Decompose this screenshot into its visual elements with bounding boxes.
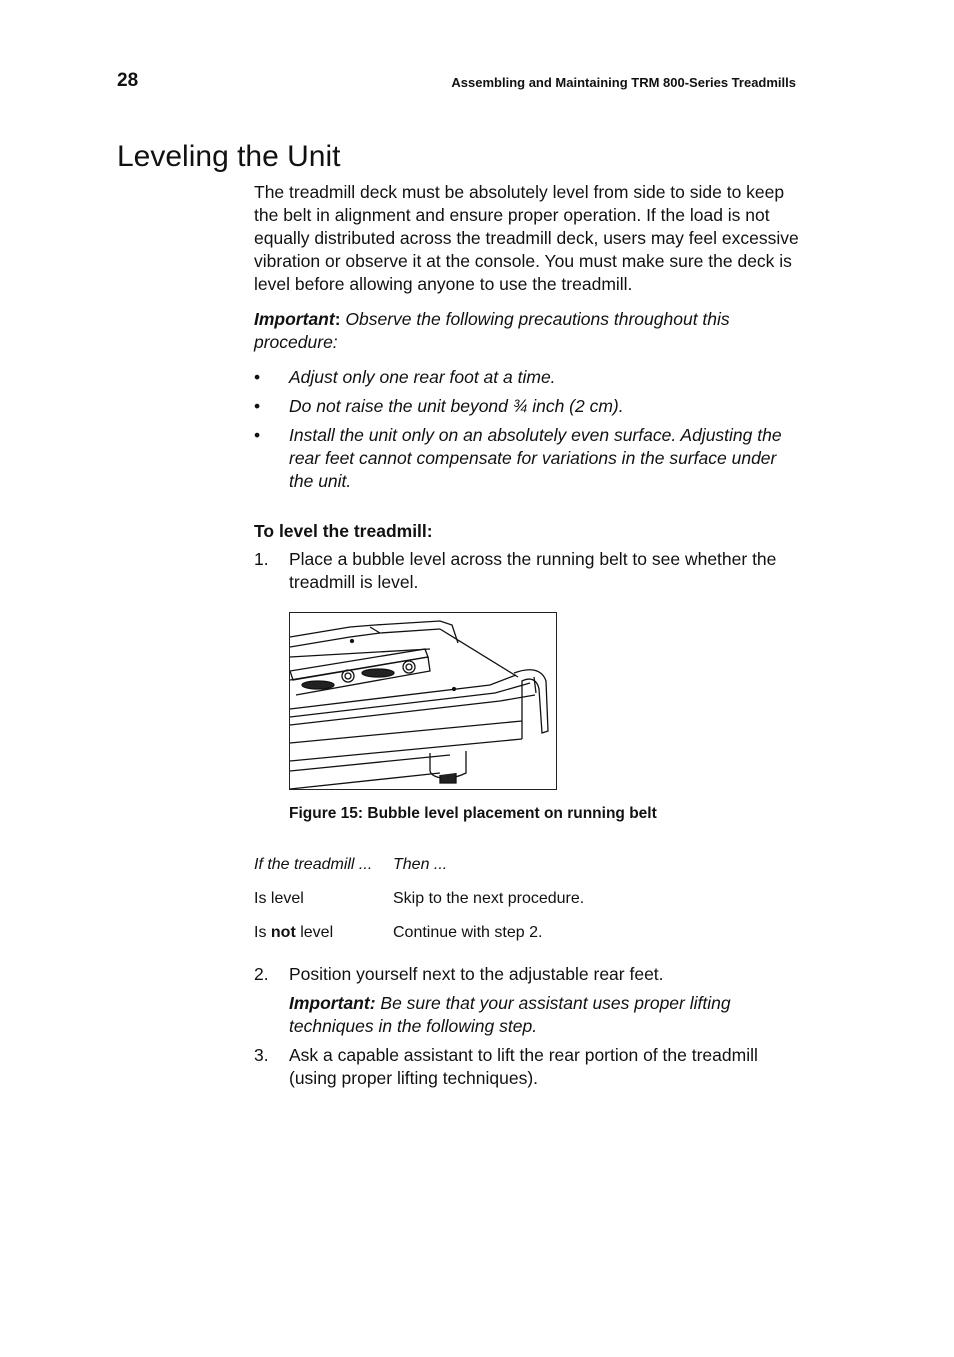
list-item-text: Do not raise the unit beyond ¾ inch (2 cm). xyxy=(289,396,624,416)
step-3 xyxy=(254,1044,800,1090)
table-header-row xyxy=(254,853,584,887)
table-header-cell: Then ... xyxy=(393,856,448,873)
step-text: Position yourself next to the adjustable rear feet. xyxy=(289,964,664,984)
table-row xyxy=(254,921,584,955)
step-1 xyxy=(254,548,800,594)
step-number: 3. xyxy=(254,1045,269,1065)
list-item xyxy=(254,395,800,418)
decision-table xyxy=(254,853,584,955)
table-cell: Is level xyxy=(254,890,304,907)
bullet: • xyxy=(254,425,261,445)
procedure-heading: To level the treadmill: xyxy=(254,521,433,541)
section-content xyxy=(254,181,800,1090)
step-number: 1. xyxy=(254,549,269,569)
table-cell: Skip to the next procedure. xyxy=(393,890,585,907)
important-note xyxy=(254,308,800,354)
condition-emphasis: not xyxy=(270,924,296,941)
step-number: 2. xyxy=(254,964,269,984)
list-item xyxy=(254,424,800,493)
list-item xyxy=(254,366,800,389)
precautions-list xyxy=(254,366,800,493)
condition-prefix: Is xyxy=(254,924,271,941)
step-important-note xyxy=(289,992,800,1038)
figure-caption: Figure 15: Bubble level placement on running belt xyxy=(289,805,657,822)
table-cell xyxy=(254,921,393,955)
intro-paragraph: The treadmill deck must be absolutely level from side to side to keep the belt in alignment and ensure proper operation. If the load is not equally distributed across the treadmill deck, users may feel excessive vibration or observe it at the console. You must make sure the deck is level before allowing anyone to use the treadmill. xyxy=(254,182,799,294)
bullet: • xyxy=(254,367,261,387)
table-header-cell: If the treadmill ... xyxy=(254,856,373,873)
table-cell: Continue with step 2. xyxy=(393,924,543,941)
table-row xyxy=(254,887,584,921)
page-number: 28 xyxy=(117,70,139,91)
condition-suffix: level xyxy=(295,924,334,941)
important-text: Observe the following precautions throughout this procedure: xyxy=(254,309,730,352)
important-text: Be sure that your assistant uses proper lifting techniques in the following step. xyxy=(289,993,731,1036)
important-label: Important xyxy=(254,309,335,329)
section-title: Leveling the Unit xyxy=(117,140,341,173)
important-colon: : xyxy=(334,309,341,329)
list-item-text: Install the unit only on an absolutely even surface. Adjusting the rear feet cannot compensate for variations in the surface under the unit. xyxy=(289,425,782,491)
running-header: Assembling and Maintaining TRM 800-Series Treadmills xyxy=(451,75,796,90)
treadmill-illustration xyxy=(290,613,556,789)
step-text: Ask a capable assistant to lift the rear portion of the treadmill (using proper lifting techniques). xyxy=(289,1045,758,1088)
bullet: • xyxy=(254,396,261,416)
figure-treadmill-illustration xyxy=(289,612,557,790)
important-label: Important: xyxy=(289,993,376,1013)
step-2 xyxy=(254,963,800,986)
list-item-text: Adjust only one rear foot at a time. xyxy=(289,367,556,387)
step-text: Place a bubble level across the running belt to see whether the treadmill is level. xyxy=(289,549,777,592)
